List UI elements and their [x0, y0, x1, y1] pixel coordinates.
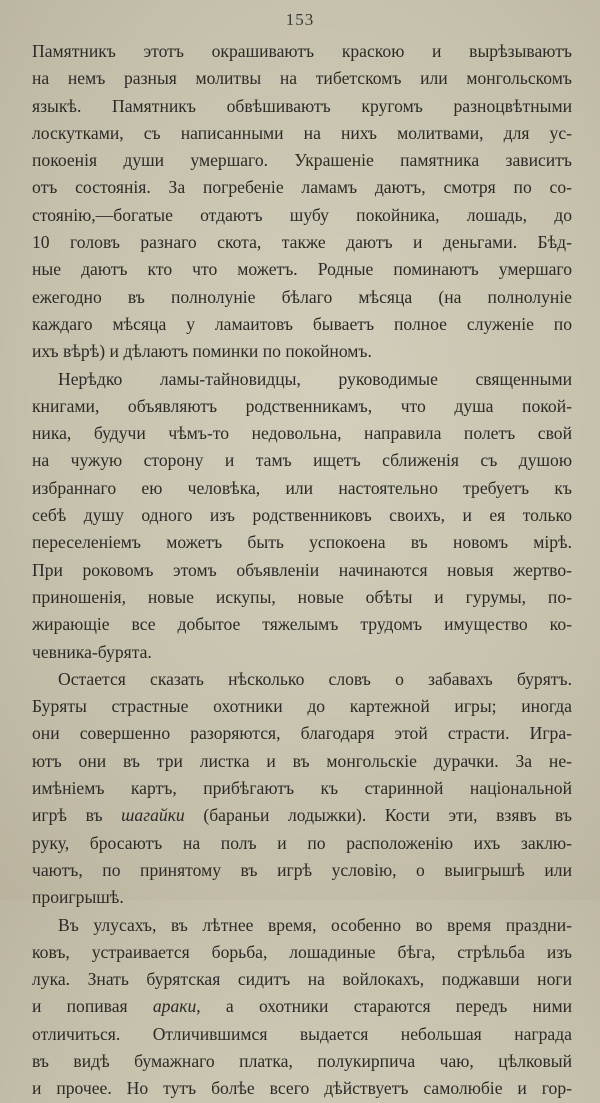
text-line: имѣніемъ картъ, прибѣгаютъ къ старинной національной — [32, 778, 572, 799]
text-line: Въ улусахъ, въ лѣтнее время, особенно во время праздни- — [58, 914, 572, 935]
text-line: Буряты страстные охотники до картежной игры; иногда — [32, 696, 572, 717]
text-line: лука. Знать бурятская сидитъ на войлокахъ, поджавши ноги — [32, 969, 572, 990]
text-line: переселеніемъ можетъ быть успокоена въ новомъ мірѣ. — [32, 532, 572, 553]
text-line: Памятникъ этотъ окрашиваютъ краскою и вырѣзываютъ — [32, 41, 572, 61]
text-line: жирающіе все добытое тяжелымъ трудомъ имущество ко- — [32, 614, 572, 635]
text-line: При роковомъ этомъ объявленіи начинаются новыя жертво- — [32, 559, 572, 580]
paragraph-1 — [32, 38, 572, 366]
text-line: избраннаго ею человѣка, или настоятельно требуетъ къ — [32, 477, 572, 498]
paragraph-2 — [32, 366, 572, 666]
text-line: ежегодно въ полнолуніе бѣлаго мѣсяца (на полнолуніе — [32, 286, 572, 307]
text-line: ютъ они въ три листка и въ монгольскіе дурачки. За не- — [32, 750, 572, 771]
text-line: на чужую сторону и тамъ ищетъ сближенія съ душою — [32, 450, 572, 471]
text-line: они совершенно разоряются, благодаря этой страсти. Игра- — [32, 723, 572, 744]
text-line: покоенія души умершаго. Украшеніе памятника зависитъ — [32, 150, 572, 171]
text-line: себѣ душу одного изъ родственниковъ своихъ, и ея только — [32, 505, 572, 526]
text-line: проигрышѣ. — [32, 887, 124, 908]
text-line: чевника-бурята. — [32, 641, 152, 662]
text-line: и прочее. Но тутъ болѣе всего дѣйствуетъ самолюбіе и гор- — [32, 1078, 572, 1099]
text-line: чаютъ, по принятому въ игрѣ условію, о выигрышѣ или — [32, 859, 572, 880]
text-line: лоскутками, съ написанными на нихъ молитвами, для ус- — [32, 122, 572, 143]
italic-term: шагайки — [121, 805, 185, 826]
text-fragment: и попивая — [32, 996, 153, 1017]
page-number: 153 — [285, 10, 315, 29]
text-fragment: , а охотники стараются передъ ними — [196, 996, 572, 1017]
text-line: ковъ, устраивается борьба, лошадиные бѣга, стрѣльба изъ — [32, 941, 572, 962]
text-line: каждаго мѣсяца у ламаитовъ бываетъ полное служеніе по — [32, 313, 572, 334]
text-line: 10 головъ разнаго скота, также даютъ и деньгами. Бѣд- — [32, 232, 572, 253]
text-line: стоянію,—богатые отдаютъ шубу покойника, лошадь, до — [32, 204, 572, 225]
text-line: Остается сказать нѣсколько словъ о забавахъ бурятъ. — [58, 668, 572, 689]
text-line: отъ состоянія. За погребеніе ламамъ даютъ, смотря по со- — [32, 177, 572, 198]
text-line: ные даютъ кто что можетъ. Родные поминаютъ умершаго — [32, 259, 572, 280]
paragraph-3 — [32, 666, 572, 912]
page-text — [32, 38, 572, 1103]
italic-term: араки — [152, 996, 197, 1017]
text-line: ника, будучи чѣмъ-то недовольна, направила полетъ свой — [32, 423, 572, 444]
text-line-with-italic — [32, 993, 572, 1020]
text-line: книгами, объявляютъ родственникамъ, что душа покой- — [32, 395, 572, 416]
text-line: въ видѣ бумажнаго платка, полукирпича чаю, цѣлковый — [32, 1050, 572, 1071]
paragraph-4 — [32, 912, 572, 1103]
text-line: приношенія, новые искупы, новые обѣты и гурумы, по- — [32, 586, 572, 607]
text-line: языкѣ. Памятникъ обвѣшиваютъ кругомъ разноцвѣтными — [32, 95, 572, 116]
text-line: Нерѣдко ламы-тайновидцы, руководимые священными — [58, 368, 572, 389]
text-fragment: игрѣ въ — [32, 805, 122, 826]
text-line: ихъ вѣрѣ) и дѣлаютъ поминки по покойномъ. — [32, 341, 372, 362]
text-line: руку, бросаютъ на полъ и по расположенію ихъ заклю- — [32, 832, 572, 853]
text-fragment: (бараньи лодыжки). Кости эти, взявъ въ — [184, 805, 572, 826]
text-line-with-italic — [32, 802, 572, 829]
text-line: отличиться. Отличившимся выдается небольшая награда — [32, 1023, 572, 1044]
text-line: на немъ разныя молитвы на тибетскомъ или монгольскомъ — [32, 68, 572, 89]
